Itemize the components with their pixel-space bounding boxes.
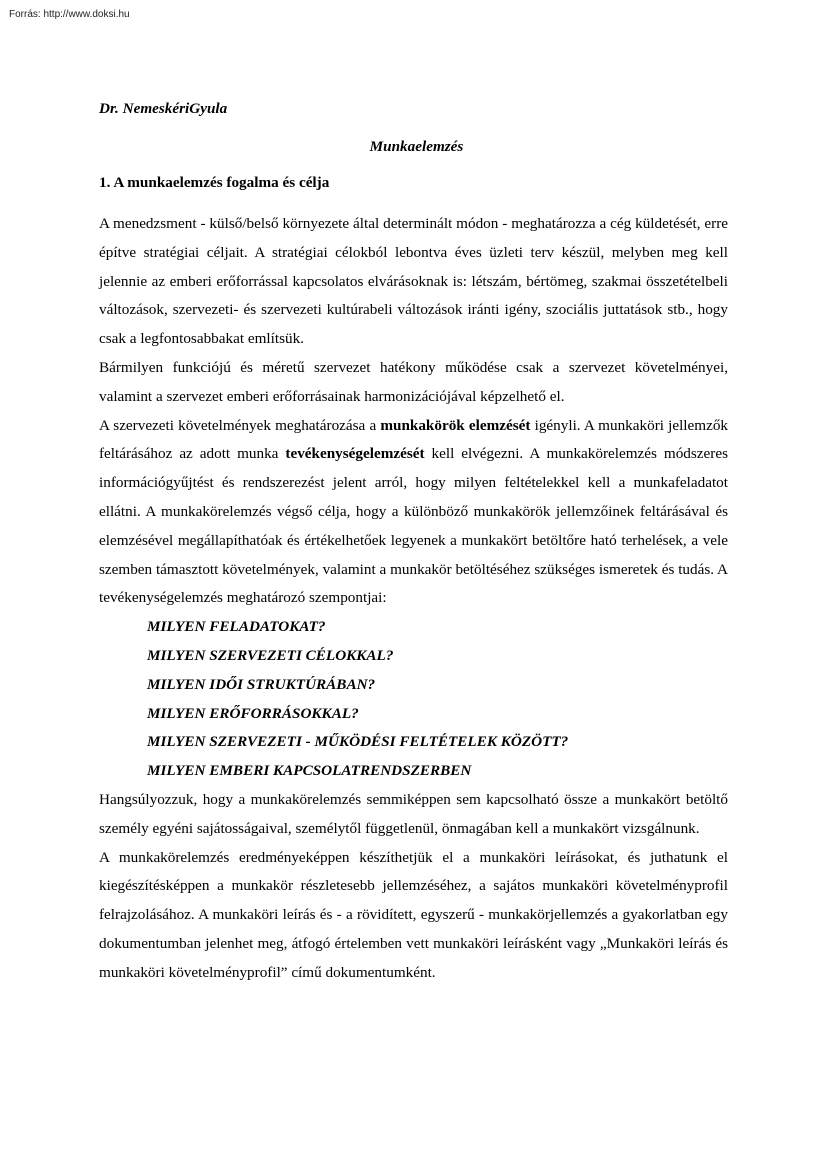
paragraph-3-text-1: A szervezeti követelmények meghatározása a xyxy=(99,416,381,434)
author-name: Dr. NemeskériGyula xyxy=(99,100,228,117)
paragraph-5: A munkakörelemzés eredményeképpen készíthetjük el a munkaköri leírásokat, és juthatunk el kiegészítésképpen a munkakör részletesebb jellemzéséhez, a sajátos munkaköri követelményprofil felrajzolásához. A munkaköri leírás és - a rövidített, egyszerű - munkakörjellemzés a gyakorlatban egy dokumentumban jelenhet meg, átfogó értelemben vett munkaköri leírásként vagy „Munkaköri leírás és munkaköri követelményprofil” című dokumentumként. xyxy=(99,848,728,981)
paragraph-2: Bármilyen funkciójú és méretű szervezet hatékony működése csak a szervezet követelményei, valamint a szervezet emberi erőforrásainak harmonizációjával képzelhető el. xyxy=(99,358,728,405)
section-heading: 1. A munkaelemzés fogalma és célja xyxy=(99,174,330,191)
emphasis-activity-analysis: tevékenységelemzését xyxy=(285,445,425,463)
source-line: Forrás: http://www.doksi.hu xyxy=(9,9,130,20)
criteria-item: MILYEN IDŐI STRUKTÚRÁBAN? xyxy=(147,675,376,693)
paragraph-3-text-2: igényli. A munkaköri jellemzők feltárásához az adott munka xyxy=(99,416,729,463)
criteria-item: MILYEN ERŐFORRÁSOKKAL? xyxy=(147,704,359,722)
criteria-item: MILYEN SZERVEZETI CÉLOKKAL? xyxy=(147,646,394,664)
criteria-item: MILYEN EMBERI KAPCSOLATRENDSZERBEN xyxy=(147,762,472,780)
document-title: Munkaelemzés xyxy=(369,138,464,155)
criteria-list xyxy=(99,613,728,786)
paragraph-3 xyxy=(99,412,728,614)
criteria-item: MILYEN FELADATOKAT? xyxy=(147,618,326,636)
paragraph-1: A menedzsment - külső/belső környezete által determinált módon - meghatározza a cég küldetését, erre építve stratégiai céljait. A stratégiai célokból lebontva éves üzleti terv készül, melyben meg kell jelennie az emberi erőforrással kapcsolatos elvárásoknak is: létszám, bértömeg, szakmai összetételbeli változások, szervezeti- és szervezeti kultúrabeli változások iránti igény, szociális juttatások stb., hogy csak a legfontosabbakat említsük. xyxy=(99,215,728,348)
paragraph-3-text-3: kell elvégezni. A munkakörelemzés módszeres információgyűjtést és rendszerezést jelent arról, hogy milyen feltételekkel kell a munkafeladatot ellátni. A munkakörelemzés végső célja, hogy a különböző munkakörök jellemzőinek feltárásával és elemzésével megállapíthatóak és értékelhetőek legyenek a munkakört betöltőre ható terhelések, a vele szemben támasztott követelmények, valamint a munkakör betöltéséhez szükséges ismeretek és tudás. A tevékenységelemzés meghatározó szempontjai: xyxy=(99,445,728,607)
criteria-item: MILYEN SZERVEZETI - MŰKÖDÉSI FELTÉTELEK KÖZÖTT? xyxy=(147,733,569,751)
document-page xyxy=(99,96,728,988)
emphasis-job-analysis: munkakörök elemzését xyxy=(380,416,531,434)
paragraph-4: Hangsúlyozzuk, hogy a munkakörelemzés semmiképpen sem kapcsolható össze a munkakört betöltő személy egyéni sajátosságaival, személytől függetlenül, önmagában kell a munkakört vizsgálnunk. xyxy=(99,790,728,837)
